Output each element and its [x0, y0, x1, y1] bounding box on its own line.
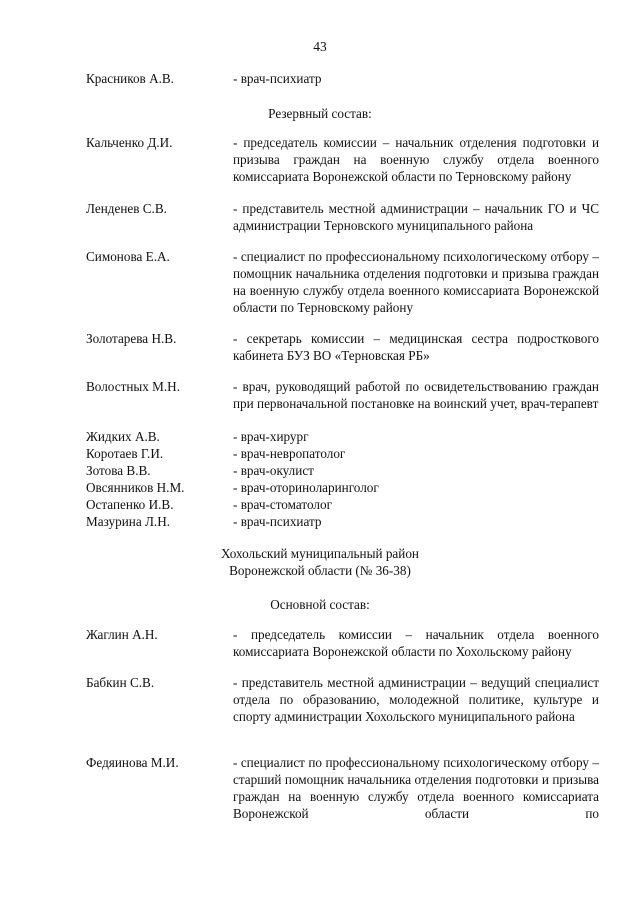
member-role: - председатель комиссии – начальник отделения подготовки и призыва граждан на военную службу отдела военного комиссариата Воронежской области по Терновскому району — [233, 135, 599, 184]
member-name: Жаглин А.Н. — [86, 627, 158, 642]
member-role: - секретарь комиссии – медицинская сестра подросткового кабинета БУЗ ВО «Терновская РБ» — [233, 331, 599, 363]
doctor-name: Овсянников Н.М. — [86, 480, 185, 495]
doctor-name: Остапенко И.В. — [86, 497, 174, 512]
member-name: Красников А.В. — [86, 71, 174, 86]
district-title: Хохольский муниципальный район — [221, 546, 419, 561]
section-title-reserve: Резервный состав: — [268, 106, 372, 121]
doctor-role: - врач-невропатолог — [233, 446, 346, 461]
member-role: - председатель комиссии – начальник отдела военного комиссариата Воронежской области по Хохольскому району — [233, 627, 599, 659]
doctor-name: Мазурина Л.Н. — [86, 514, 171, 529]
member-name: Федяинова М.И. — [86, 755, 179, 770]
doctor-name: Зотова В.В. — [86, 463, 151, 478]
member-name: Ленденев С.В. — [86, 201, 167, 216]
member-role: - представитель местной администрации – ведущий специалист отдела по образованию, молодежной политике, культуре и спорту администрации Хохольского муниципального района — [233, 675, 599, 724]
page-number: 43 — [313, 39, 327, 54]
member-name: Волостных М.Н. — [86, 379, 180, 394]
member-role: - специалист по профессиональному психологическому отбору – помощник начальника отделения подготовки и призыва граждан на военную службу отдела военного комиссариата Воронежской области по Терновскому району — [233, 249, 599, 315]
member-name: Золотарева Н.В. — [86, 331, 177, 346]
member-role: - представитель местной администрации – начальник ГО и ЧС администрации Терновского муниципального района — [233, 201, 599, 233]
member-name: Симонова Е.А. — [86, 249, 170, 264]
member-role: - специалист по профессиональному психологическому отбору – старший помощник начальника отделения подготовки и призыва граждан на военную службу отдела военного комиссариата Воронежской области по — [233, 755, 599, 821]
doctor-role: - врач-хирург — [233, 429, 309, 444]
doctor-role: - врач-стоматолог — [233, 497, 333, 512]
member-role: - врач, руководящий работой по освидетельствованию граждан при первоначальной постановке на воинский учет, врач-терапевт — [233, 379, 599, 411]
doctor-role: - врач-оториноларинголог — [233, 480, 379, 495]
district-subtitle: Воронежской области (№ 36-38) — [229, 563, 411, 578]
member-name: Кальченко Д.И. — [86, 135, 173, 150]
doctor-name: Жидких А.В. — [86, 429, 160, 444]
doctor-name: Коротаев Г.И. — [86, 446, 164, 461]
member-name: Бабкин С.В. — [86, 675, 155, 690]
doctor-role: - врач-психиатр — [233, 514, 322, 529]
doctor-role: - врач-окулист — [233, 463, 314, 478]
member-role: - врач-психиатр — [233, 71, 322, 86]
section-title-main: Основной состав: — [270, 597, 370, 612]
